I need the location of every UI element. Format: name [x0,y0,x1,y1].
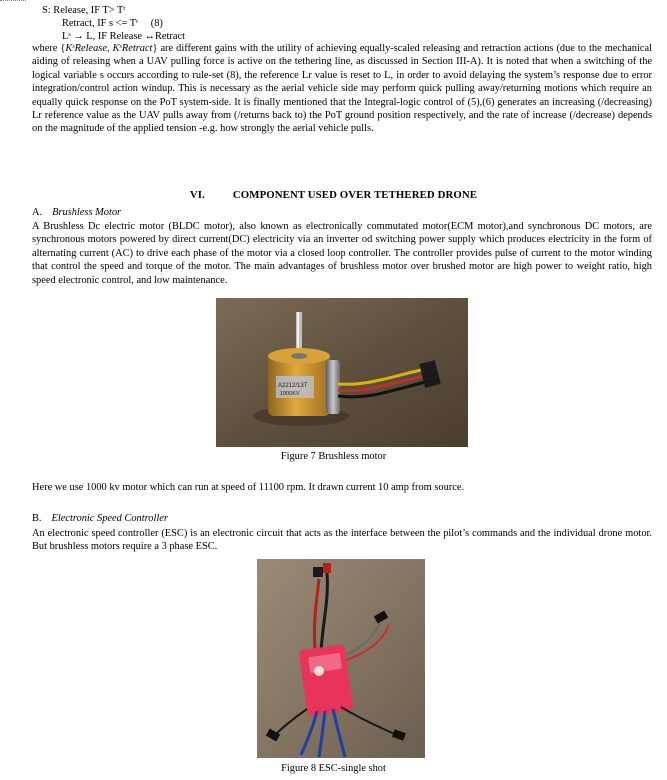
svg-text:1000KV: 1000KV [280,391,300,397]
subsection-b-heading: B. Electronic Speed Controller [32,513,168,524]
motor-spec-note: Here we use 1000 kv motor which can run at speed of 11100 rpm. It drawn current 10 amp from source. [32,482,465,493]
rule-set-8 [42,4,185,43]
where-paragraph: where {$K^sRelease$, $K^sRetract$} are different gains with the utility of achieving equally-scaled releasing and retraction actions (due to the mechanical aiding of releasing when a UAV pulling force is active on the tethering line, as discussed in Section III-A). It is noted that when a switching of the logical variable s occurs according to rule-set (8), the reference Lr value is reset to L, in order to avoid delaying the system’s response due to error integration/control action windup. This is necessary as the aerial vehicle side may perform quick pulling away/returning motions which require an equally quick response on the PoT system-side. It is finally mentioned that the Integral-logic control of (5),(6) generates an increasing (/decreasing) Lr reference value as the UAV pulls away from (/returns back to) the PoT ground position respectively, and the rate of increase (/decrease) depends on the magnitude of the applied tension -e.g. how strongly the aerial vehicle pulls. [32,43,652,135]
esc-paragraph: An electronic speed controller (ESC) is an electronic circuit that acts as the interface between the pilot’s commands and the individual drone motor. But brushless motors require a 3 phase ESC. [32,528,652,553]
brushless-motor-paragraph: A Brushless Dc electric motor (BLDC motor), also known as electronically commutated motor(ECM motor),and synchronous DC motors, are synchronous motors powered by direct current(DC) electricity via an inverter od switching power supply which produces electricity in the form of alternating current (AC) to drive each phase of the motor via a closed loop controller. The controller provides pulse of current to the motor winding that control the speed and torque of the motor. The main advantages of brushless motor over brushed motor are high power to weight ratio, high speed electronic control, and low maintenance. [32,221,652,286]
equation-number: (8) [150,18,163,29]
figure-7-caption: Figure 7 Brushless motor [280,451,387,462]
esc-photo [257,559,425,758]
header-rule [0,0,26,5]
brushless-motor-photo [216,298,468,447]
section-heading: VI. COMPONENT USED OVER TETHERED DRONE [189,189,478,201]
rule-reset: $L^s \to L$, IF Release ↔Retract [62,31,185,42]
svg-text:A2212/13T: A2212/13T [278,383,308,389]
subsection-a-heading: A. Brushless Motor [32,207,122,218]
rule-release: S: Release, IF $T> T^r$ [42,5,126,16]
figure-8-caption: Figure 8 ESC-single shot [281,763,386,774]
rule-retract: Retract, IF $s <= T^r$ (8) [62,18,163,29]
